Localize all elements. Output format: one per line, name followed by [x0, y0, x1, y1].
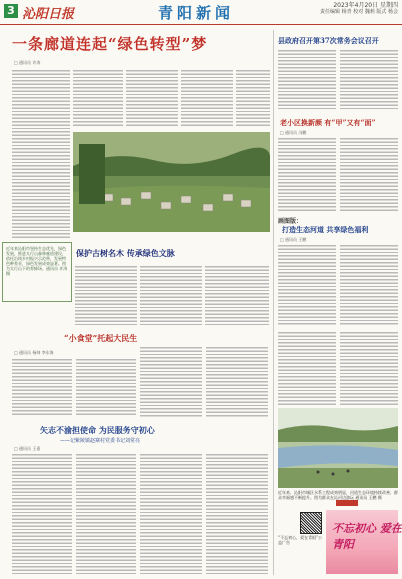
river-col3 [278, 330, 336, 405]
ad-caption: “不忘初心，爱在青阳”公益广告 [278, 535, 323, 545]
ad-text: 不忘初心 爱在青阳 [332, 522, 402, 551]
forest-article-col1 [75, 264, 137, 326]
party-byline: □ 通讯员 王嘉 [14, 446, 41, 451]
river-photo [278, 408, 398, 488]
headline-cafeteria: “小食堂”托起大民生 [64, 333, 138, 343]
photo-caption: 近年来沁阳市坚持生态优先，绿色发展，推进太行山森林廊道建设，依托沿线乡村振兴示范带，发展特色种养业，绿色发展成效显著。图为太行山下的养蜂场。通讯员 许涛 摄 [6, 246, 68, 276]
main-article-col1 [12, 68, 70, 238]
cafeteria-col2 [76, 357, 136, 417]
header-meta [320, 2, 398, 16]
section-title: 青阳新闻 [158, 4, 235, 22]
party-col3 [140, 452, 202, 574]
meeting-col1 [278, 48, 336, 110]
page-number: 3 [4, 4, 18, 18]
party-subheadline: ——记紫陵镇赵寨村党委书记刘常亮 [60, 438, 141, 444]
cafeteria-byline: □ 通讯员 杨帅 李东海 [14, 350, 54, 355]
headline-old-village: 老小区换新颜 有“甲”又有“面” [280, 118, 376, 127]
forest-article-col2 [140, 264, 202, 326]
headline-party-secretary: 矢志不渝担使命 为民服务守初心 [40, 425, 155, 435]
forest-article-col3 [205, 264, 269, 326]
main-article-col3 [126, 68, 178, 128]
main-headline: 一条廊道连起“绿色转型”梦 [12, 35, 208, 53]
qr-code-icon[interactable] [300, 512, 322, 534]
river-col2 [340, 243, 398, 325]
party-col2 [76, 452, 136, 574]
old-village-col1 [278, 136, 336, 212]
cafeteria-col3 [140, 345, 202, 417]
headline-river: 打造生态河道 共享绿色福利 [282, 225, 369, 234]
newspaper-masthead: 沁阳日报 [22, 7, 75, 22]
old-village-byline: □ 通讯员 冯鹏 [280, 130, 307, 135]
issue-date: 2023年4月20日 星期四 [333, 2, 398, 9]
main-byline: □ 通讯员 许涛 [14, 60, 41, 65]
party-col1 [12, 452, 72, 574]
party-col4 [206, 452, 268, 574]
cafeteria-col4 [206, 345, 268, 417]
main-article-col4 [181, 68, 233, 128]
river-photo-caption: 近年来，沁阳市城区水系工程成效明显，河道生态环境持续改善，群众幸福感不断提升。图为群众在沁河边游玩 通讯员 王鹏 摄 [278, 490, 398, 500]
headline-forest: 保护古树名木 传承绿色文脉 [76, 248, 175, 258]
cafeteria-col1 [12, 357, 72, 417]
main-article-col5 [236, 68, 270, 128]
editor-credits: 责任编辑 杨青 校对 魏莉 版式 杨会 [320, 9, 398, 15]
river-byline: □ 通讯员 王鹏 [280, 237, 307, 242]
river-col1 [278, 243, 336, 325]
river-kicker: 画图版： [278, 218, 303, 225]
page-header [0, 0, 402, 25]
column-divider [273, 30, 274, 575]
scan-tag [336, 500, 358, 506]
main-photo-bee-farm [73, 132, 270, 232]
main-article-col2 [73, 68, 123, 128]
meeting-col2 [340, 48, 398, 110]
river-col4 [340, 330, 398, 405]
old-village-col2 [340, 136, 398, 212]
headline-meeting: 县政府召开第37次常务会议召开 [278, 36, 379, 45]
